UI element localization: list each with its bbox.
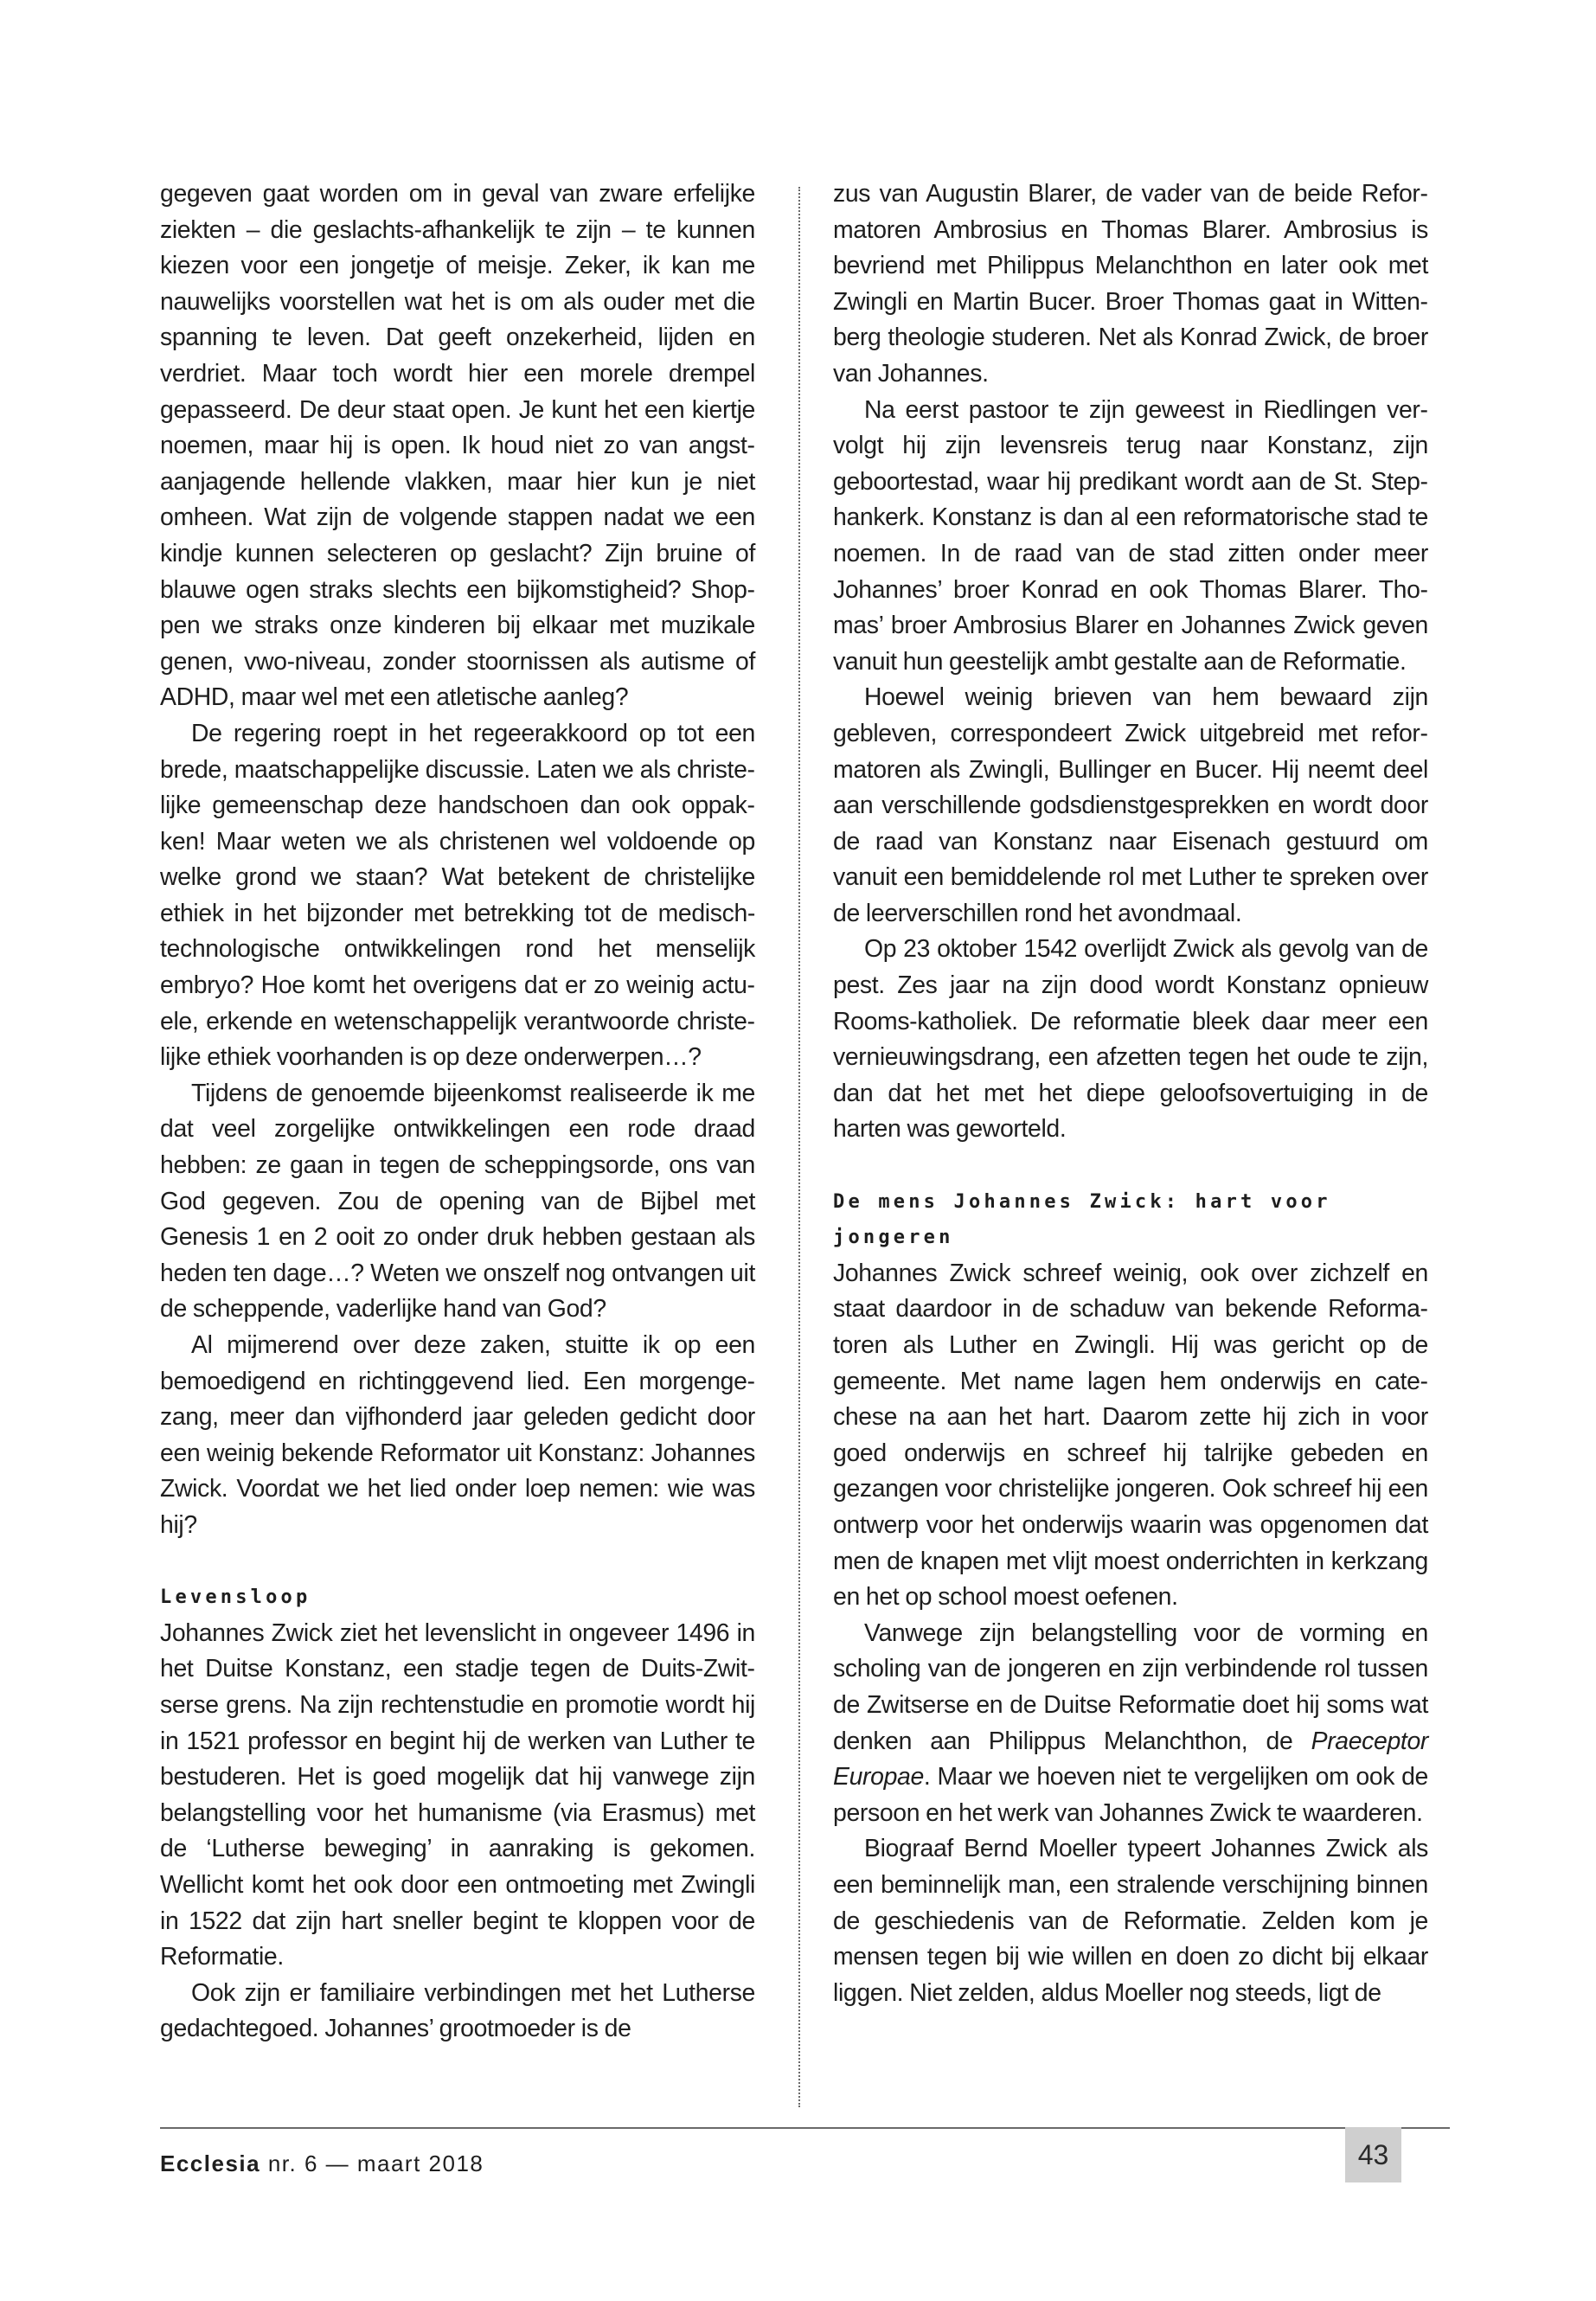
body-paragraph: Johannes Zwick schreef weinig, ook over zichzelf en staat daardoor in de schaduw van bekende Reformatoren als Luther en Zwingli. Hij was gericht op de gemeente. Met name lagen hem onderwijs en catechese na aan het hart. Daarom zette hij zich in voor goed onderwijs en schreef hij talrijke gebeden en gezangen voor christelijke jongeren. Ook schreef hij een ontwerp voor het onderwijs waarin was opgenomen dat men de knapen met vlijt moest onderrichten in kerkzang en het op school moest oefenen. bbox=[833, 1259, 1428, 1612]
body-paragraph: Biograaf Bernd Moeller typeert Johannes Zwick als een beminnelijk man, een stralende verschijning binnen de geschiedenis van de Reformatie. Zelden kom je mensen tegen bij wie willen en doen zo dicht bij elkaar liggen. Niet zelden, aldus Moeller nog steeds, ligt de bbox=[833, 1835, 1428, 2007]
body-paragraph: Al mijmerend over deze zaken, stuitte ik op een bemoedigend en richtinggevend lied. Een morgengezang, meer dan vijfhonderd jaar geleden gedicht door een weinig bekende Reformator uit Konstanz: Johannes Zwick. Voordat we het lied onder loep nemen: wie was hij? bbox=[160, 1331, 755, 1539]
section-heading-de-mens: De mens Johannes Zwick: hart voor jongeren bbox=[833, 1190, 1331, 1249]
left-column bbox=[160, 176, 755, 2048]
paragraph-text: Vanwege zijn belangstelling voor de vorming en scholing van de jongeren en zijn verbindende rol tussen de Zwitserse en de Duitse Reformatie doet hij soms wat denken aan Philippus Melanchthon, de bbox=[833, 1618, 1428, 1755]
section-gap bbox=[160, 1544, 755, 1580]
right-column bbox=[833, 176, 1428, 2011]
column-divider bbox=[798, 187, 800, 2107]
body-paragraph bbox=[833, 1616, 1428, 1832]
body-paragraph: Hoewel weinig brieven van hem bewaard zijn gebleven, correspondeert Zwick uitgebreid met reformatoren als Zwingli, Bullinger en Bucer. Hij neemt deel aan verschillende godsdienstgesprekken en wordt door de raad van Konstanz naar Eisenach gestuurd om vanuit een bemiddelende rol met Luther te spreken over de leerverschillen rond het avondmaal. bbox=[833, 683, 1428, 927]
body-paragraph: Op 23 oktober 1542 overlijdt Zwick als gevolg van de pest. Zes jaar na zijn dood wordt Konstanz opnieuw Rooms-katholiek. De reformatie bleek daar meer een vernieuwingsdrang, een afzetten tegen het oude te zijn, dan dat het met het diepe geloofsovertuiging in de harten was geworteld. bbox=[833, 935, 1428, 1144]
italic-term: Praeceptor Europae bbox=[833, 1727, 1428, 1791]
issue-info: nr. 6 — maart 2018 bbox=[260, 2150, 484, 2176]
body-paragraph: Ook zijn er familiaire verbindingen met het Lutherse gedachtegoed. Johannes’ grootmoeder is de bbox=[160, 1978, 755, 2043]
footer-publication bbox=[160, 2150, 484, 2177]
body-paragraph: gegeven gaat worden om in geval van zware erfelijke ziekten – die geslachts-afhankelijk te zijn – te kunnen kiezen voor een jongetje of meisje. Zeker, ik kan me nauwelijks voorstellen wat het is om als ouder met die spanning te leven. Dat geeft onzekerheid, lijden en verdriet. Maar toch wordt hier een morele drempel gepasseerd. De deur staat open. Je kunt het een kiertje noemen, maar hij is open. Ik houd niet zo van angstaanjagende hellende vlakken, maar hier kun je niet omheen. Wat zijn de volgende stappen nadat we een kindje kunnen selecteren op geslacht? Zijn bruine of blauwe ogen straks slechts een bijkomstigheid? Shoppen we straks onze kinderen bij elkaar met muzikale genen, vwo-niveau, zonder stoornissen als autisme of ADHD, maar wel met een atletische aanleg? bbox=[160, 180, 755, 712]
footer-rule bbox=[160, 2127, 1450, 2129]
body-paragraph: Johannes Zwick ziet het levenslicht in ongeveer 1496 in het Duitse Konstanz, een stadje tegen de Duits-Zwitserse grens. Na zijn rechtenstudie en promotie wordt hij in 1521 professor en begint hij de werken van Luther te bestuderen. Het is goed mogelijk dat hij vanwege zijn belangstelling voor het humanisme (via Erasmus) met de ‘Lutherse beweging’ in aanraking is gekomen. Wellicht komt het ook door een ontmoeting met Zwingli in 1522 dat zijn hart sneller begint te kloppen voor de Reformatie. bbox=[160, 1618, 755, 1971]
body-paragraph: Tijdens de genoemde bijeenkomst realiseerde ik me dat veel zorgelijke ontwikkelingen een rode draad hebben: ze gaan in tegen de scheppingsorde, ons van God gegeven. Zou de opening van de Bijbel met Genesis 1 en 2 ooit zo onder druk hebben gestaan als heden ten dage…? Weten we onszelf nog ontvangen uit de scheppende, vaderlijke hand van God? bbox=[160, 1079, 755, 1324]
body-paragraph: zus van Augustin Blarer, de vader van de beide Reformatoren Ambrosius en Thomas Blarer. Ambrosius is bevriend met Philippus Melanchthon en later ook met Zwingli en Martin Bucer. Broer Thomas gaat in Wittenberg theologie studeren. Net als Konrad Zwick, de broer van Johannes. bbox=[833, 180, 1428, 388]
page-number: 43 bbox=[1345, 2127, 1401, 2182]
body-paragraph: Na eerst pastoor te zijn geweest in Riedlingen vervolgt hij zijn levensreis terug naar Konstanz, zijn geboortestad, waar hij predikant wordt aan de St. Stephankerk. Konstanz is dan al een reformatorische stad te noemen. In de raad van de stad zitten onder meer Johannes’ broer Konrad en ook Thomas Blarer. Thomas’ broer Ambrosius Blarer en Johannes Zwick geven vanuit hun geestelijk ambt gestalte aan de Reformatie. bbox=[833, 395, 1428, 676]
magazine-name: Ecclesia bbox=[160, 2150, 261, 2176]
body-paragraph: De regering roept in het regeerakkoord op tot een brede, maatschappelijke discussie. Laten we als christelijke gemeenschap deze handschoen dan ook oppakken! Maar weten we als christenen wel voldoende op welke grond we staan? Wat betekent de christelijke ethiek in het bijzonder met betrekking tot de medisch-technologische ontwikkelingen rond het menselijk embryo? Hoe komt het overigens dat er zo weinig actuele, erkende en wetenschappelijk verantwoorde christelijke ethiek voorhanden is op deze onderwerpen…? bbox=[160, 719, 755, 1072]
section-gap bbox=[833, 1148, 1428, 1184]
section-heading-levensloop: Levensloop bbox=[160, 1586, 311, 1609]
paragraph-text: . Maar we hoeven niet te vergelijken om ook de persoon en het werk van Johannes Zwick te waarderen. bbox=[833, 1763, 1428, 1827]
